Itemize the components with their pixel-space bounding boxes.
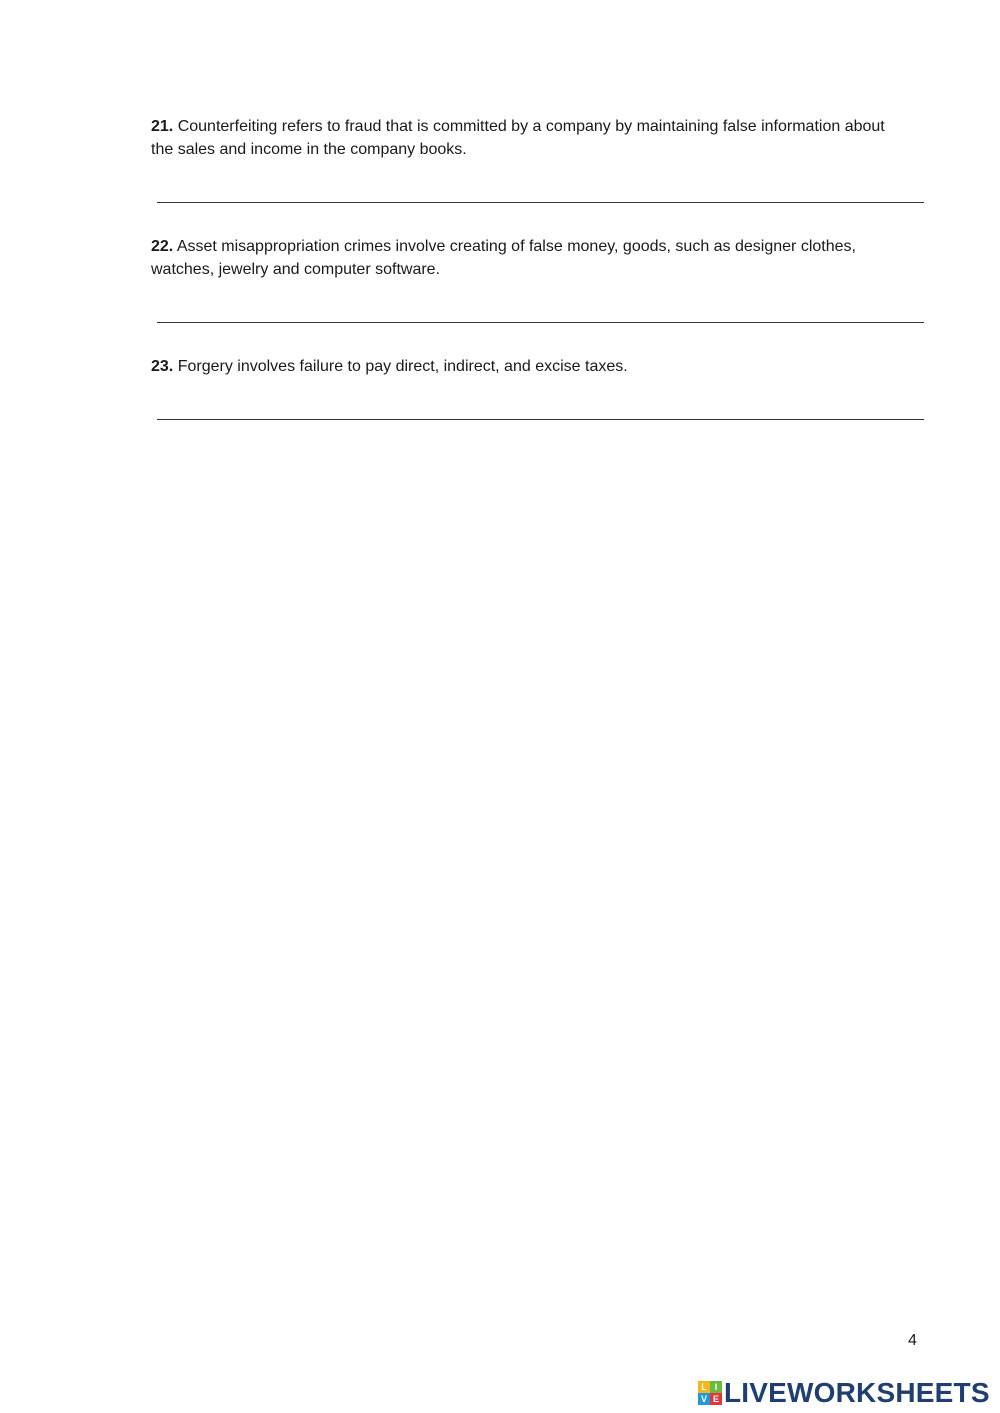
question-number: 21. <box>151 118 174 135</box>
answer-line-22 <box>157 322 924 323</box>
answer-line-23 <box>157 419 924 420</box>
answer-input-21[interactable] <box>157 172 924 202</box>
answer-line-21 <box>157 202 924 203</box>
liveworksheets-logo-icon <box>698 1381 722 1405</box>
question-text: Forgery involves failure to pay direct, indirect, and excise taxes. <box>173 358 628 375</box>
question-22 <box>151 235 896 281</box>
answer-input-22[interactable] <box>157 292 924 322</box>
question-text: Counterfeiting refers to fraud that is committed by a company by maintaining false information about the sales and income in the company books. <box>151 118 885 158</box>
question-number: 23. <box>151 358 174 375</box>
logo-letter: E <box>710 1393 722 1405</box>
logo-letter: I <box>710 1381 722 1393</box>
answer-input-23[interactable] <box>157 389 924 419</box>
liveworksheets-brand <box>698 1376 990 1410</box>
question-number: 22. <box>151 238 174 255</box>
brand-name: LIVEWORKSHEETS <box>724 1377 990 1408</box>
logo-letter: L <box>698 1381 710 1393</box>
question-23 <box>151 355 896 378</box>
logo-letter: V <box>698 1393 710 1405</box>
question-21 <box>151 115 896 161</box>
page-number: 4 <box>908 1332 917 1349</box>
question-text: Asset misappropriation crimes involve creating of false money, goods, such as designer clothes, watches, jewelry and computer software. <box>151 238 856 278</box>
